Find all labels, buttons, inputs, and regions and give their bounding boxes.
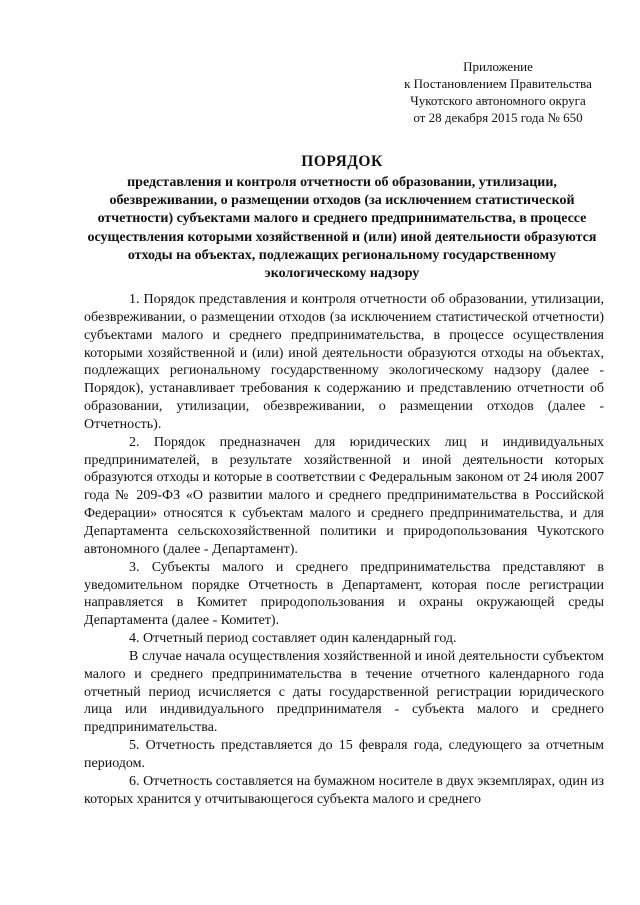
paragraph-4: 4. Отчетный период составляет один календарный год. (129, 631, 457, 647)
appendix-line-1: Приложение (463, 59, 533, 74)
document-subtitle: представления и контроля отчетности об образовании, утилизации, обезвреживании, о размещении отходов (за исключением статистической отчетности) субъектами малого и среднего предпринимательства, в процессе осуществления которыми хозяйственной и (или) иной деятельности образуются отходы на объектах, подлежащих региональному государственному экологическому надзору (87, 175, 597, 282)
appendix-line-4: от 28 декабря 2015 года № 650 (413, 110, 583, 125)
appendix-block (388, 58, 608, 126)
paragraph-2: 2. Порядок предназначен для юридических лиц и индивидуальных предпринимателей, в результате хозяйственной и иной деятельности которых образуются отходы и которые в соответствии с Федеральным законом от 24 июля 2007 года № 209-ФЗ «О развитии малого и среднего предпринимательства в Российской Федерации» относятся к субъектам малого и среднего предпринимательства, и для Департамента сельскохозяйственной политики и природопользования Чукотского автономного (далее - Департамент). (84, 434, 604, 557)
paragraph-5: В случае начала осуществления хозяйственной и иной деятельности субъектом малого и среднего предпринимательства в течение отчетного календарного года отчетный период исчисляется с даты государственной регистрации юридического лица или индивидуального предпринимателя - субъекта малого и среднего предпринимательства. (84, 648, 604, 736)
appendix-line-2: к Постановлением Правительства (404, 76, 592, 91)
appendix-line-3: Чукотского автономного округа (410, 93, 586, 108)
document-title: ПОРЯДОК (301, 153, 383, 170)
paragraph-3: 3. Субъекты малого и среднего предпринимательства представляют в уведомительном порядке Отчетность в Департамент, которая после регистрации направляется в Комитет природопользования и охраны окружающей среды Департамента (далее - Комитет). (84, 559, 604, 629)
paragraph-1: 1. Порядок представления и контроля отчетности об образовании, утилизации, обезвреживании, о размещении отходов (за исключением статистической отчетности) субъектами малого и среднего предпринимательства, в процессе осуществления которыми хозяйственной и (или) иной деятельности образуются отходы на объектах, подлежащих региональному государственному экологическому надзору (далее - Порядок), устанавливает требования к содержанию и представлению отчетности об образовании, утилизации, обезвреживании, о размещении отходов (далее - Отчетность). (84, 292, 604, 432)
paragraph-6: 5. Отчетность представляется до 15 февраля года, следующего за отчетным периодом. (84, 738, 604, 771)
paragraph-7: 6. Отчетность составляется на бумажном носителе в двух экземплярах, один из которых хранится у отчитывающегося субъекта малого и среднего (84, 773, 604, 807)
document-body (84, 291, 604, 808)
title-block (80, 152, 604, 283)
